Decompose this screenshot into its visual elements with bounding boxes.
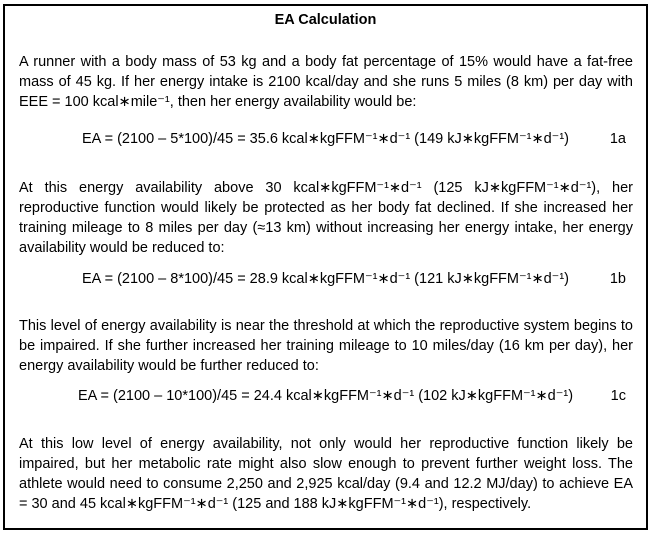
paragraph-low-level: At this low level of energy availability, not only would her reproductive function likely be impaired, but her metabolic rate might also slow enough to prevent further weight loss. The athlete would need to consume 2,250 and 2,925 kcal/day (9.4 and 12.2 MJ/day) to achieve EA = 30 and 45 kcal∗kgFFM⁻¹∗d⁻¹ (125 and 188 kJ∗kgFFM⁻¹∗d⁻¹), respectively. (19, 436, 633, 512)
equation-1b (5, 269, 646, 289)
box-title: EA Calculation (274, 12, 377, 28)
equation-expression: EA = (2100 – 5*100)/45 = 35.6 kcal∗kgFFM⁻¹∗d⁻¹ (149 kJ∗kgFFM⁻¹∗d⁻¹) (82, 131, 569, 147)
equation-number: 1c (610, 388, 626, 404)
equation-number: 1a (609, 131, 626, 147)
equation-expression: EA = (2100 – 8*100)/45 = 28.9 kcal∗kgFFM⁻¹∗d⁻¹ (121 kJ∗kgFFM⁻¹∗d⁻¹) (82, 271, 569, 287)
equation-1a (5, 129, 646, 149)
paragraph-threshold: This level of energy availability is near the threshold at which the reproductive system begins to be impaired. If she further increased her training mileage to 10 miles/day (16 km per day), her energy availability would be further reduced to: (19, 318, 633, 374)
equation-1c (5, 386, 646, 406)
equation-expression: EA = (2100 – 10*100)/45 = 24.4 kcal∗kgFFM⁻¹∗d⁻¹ (102 kJ∗kgFFM⁻¹∗d⁻¹) (77, 388, 574, 404)
equation-number: 1b (609, 271, 626, 287)
paragraph-protected: At this energy availability above 30 kcal∗kgFFM⁻¹∗d⁻¹ (125 kJ∗kgFFM⁻¹∗d⁻¹), her reproductive function would likely be protected as her body fat declined. If she increased her training mileage to 8 miles per day (≈13 km) without increasing her energy intake, her energy availability would be reduced to: (19, 180, 633, 256)
ea-calculation-box (3, 4, 648, 530)
paragraph-intro: A runner with a body mass of 53 kg and a body fat percentage of 15% would have a fat-free mass of 45 kg. If her energy intake is 2100 kcal/day and she runs 5 miles (8 km) per day with EEE = 100 kcal∗mile⁻¹, then her energy availability would be: (19, 54, 633, 110)
